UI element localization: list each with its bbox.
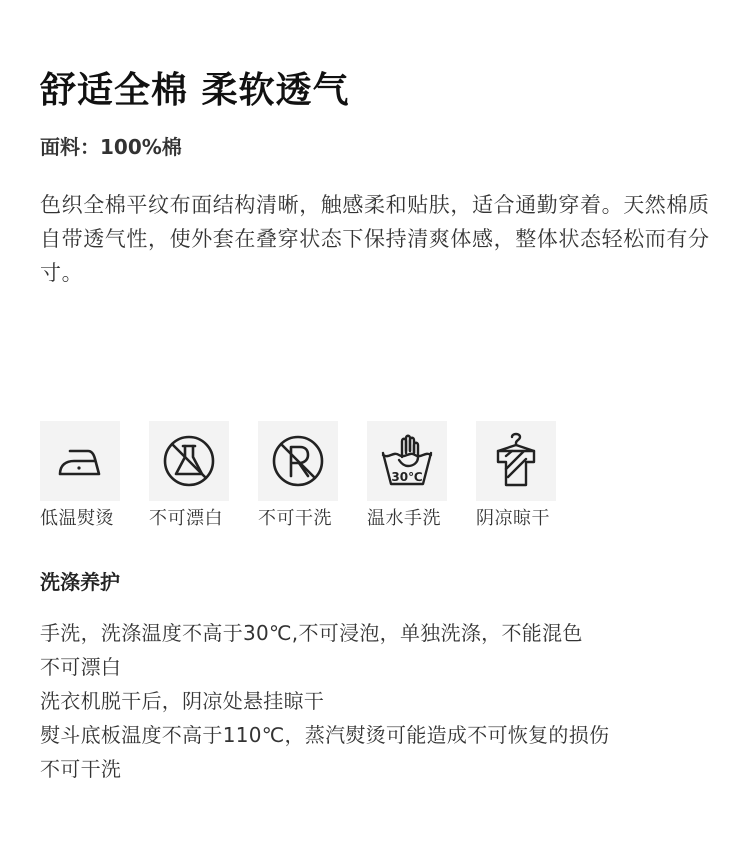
care-instruction-line: 熨斗底板温度不高于110℃，蒸汽熨烫可能造成不可恢复的损伤 bbox=[40, 723, 610, 747]
care-icon-item-iron bbox=[40, 421, 120, 530]
care-section-title: 洗涤养护 bbox=[40, 570, 120, 594]
care-icon-item-hand-wash bbox=[367, 421, 447, 530]
fabric-composition: 面料：100%棉 bbox=[40, 135, 182, 159]
fabric-description: 色织全棉平纹布面结构清晰，触感柔和贴肤，适合通勤穿着。天然棉质自带透气性，使外套在叠穿状态下保持清爽体感，整体状态轻松而有分寸。 bbox=[40, 193, 710, 285]
care-icon-label: 温水手洗 bbox=[367, 508, 441, 529]
hand-wash-30c-icon bbox=[367, 421, 447, 501]
care-icon-item-dry-clean bbox=[258, 421, 338, 530]
iron-low-temp-icon bbox=[40, 421, 120, 501]
care-instruction-line: 洗衣机脱干后，阴凉处悬挂晾干 bbox=[40, 689, 325, 713]
care-icon-item-dry bbox=[476, 421, 556, 530]
wash-temperature-badge: 30℃ bbox=[391, 470, 423, 484]
care-icon-label: 不可干洗 bbox=[258, 508, 332, 529]
care-icons-row bbox=[40, 421, 585, 530]
hang-dry-shade-icon bbox=[476, 421, 556, 501]
care-instructions-list bbox=[40, 616, 609, 786]
care-icon-label: 低温熨烫 bbox=[40, 508, 114, 529]
care-instruction-line: 不可漂白 bbox=[40, 655, 122, 679]
care-icon-label: 阴凉晾干 bbox=[476, 508, 550, 529]
care-instruction-line: 手洗，洗涤温度不高于30℃,不可浸泡，单独洗涤，不能混色 bbox=[40, 621, 583, 645]
care-icon-item-bleach bbox=[149, 421, 229, 530]
no-dry-clean-icon bbox=[258, 421, 338, 501]
headline: 舒适全棉 柔软透气 bbox=[40, 70, 350, 111]
care-icon-label: 不可漂白 bbox=[149, 508, 223, 529]
care-instruction-line: 不可干洗 bbox=[40, 757, 122, 781]
no-bleach-icon bbox=[149, 421, 229, 501]
